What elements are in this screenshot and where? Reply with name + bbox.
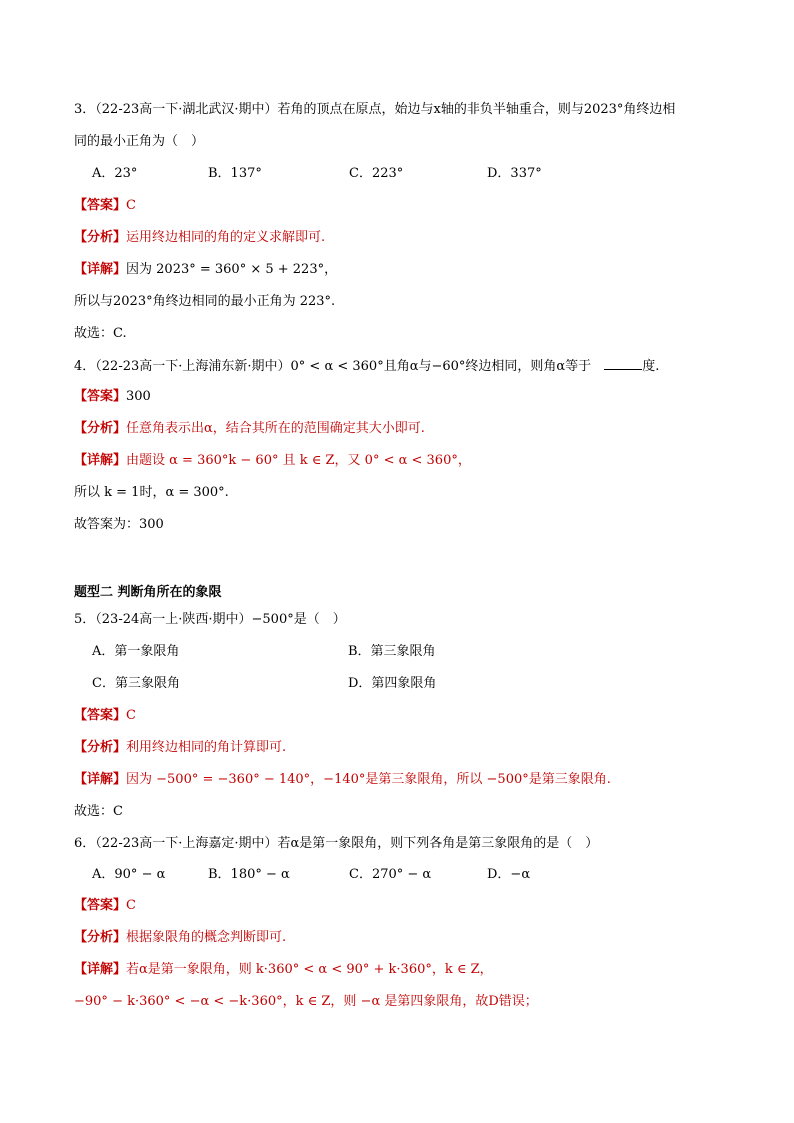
- q5-option-b: B．第三象限角: [348, 644, 436, 659]
- q6-answer: [74, 897, 136, 915]
- detail-text: 由题设 α = 360°k − 60° 且 k ∈ Z，又 0° < α < 360°，: [126, 453, 471, 468]
- q4-stem-text: 4．（22-23高一下·上海浦东新·期中）0° < α < 360°且角α与−60°终边相同，则角α等于: [74, 359, 605, 374]
- q5-option-a: A．第一象限角: [92, 644, 180, 659]
- q4-stem: [74, 357, 659, 376]
- q4-detail-line2: 所以 k = 1时，α = 300°.: [74, 485, 229, 500]
- answer-value: C: [126, 708, 136, 723]
- q3-option-d: D．337°: [487, 166, 542, 181]
- q5-conclusion: 故选：C: [74, 804, 123, 819]
- analysis-tag: 【分析】: [74, 230, 127, 245]
- answer-value: C: [126, 898, 136, 913]
- q4-answer-blank: [604, 357, 642, 370]
- answer-tag: 【答案】: [74, 389, 127, 404]
- analysis-tag: 【分析】: [74, 421, 127, 436]
- detail-text: 若α是第一象限角，则 k·360° < α < 90° + k·360°，k ∈ Z，: [126, 962, 493, 977]
- q5-option-d: D．第四象限角: [348, 676, 437, 691]
- answer-tag: 【答案】: [74, 198, 127, 213]
- detail-tag: 【详解】: [74, 453, 127, 468]
- q6-stem: 6．（22-23高一下·上海嘉定·期中）若α是第一象限角，则下列各角是第三象限角的是（ ）: [74, 836, 599, 851]
- q3-option-b: B．137°: [208, 166, 262, 181]
- q3-option-a: A．23°: [92, 166, 138, 181]
- answer-tag: 【答案】: [74, 708, 127, 723]
- answer-value: 300: [126, 389, 151, 404]
- q3-detail-line2: 所以与2023°角终边相同的最小正角为 223°.: [74, 294, 336, 309]
- q3-detail: [74, 261, 337, 279]
- analysis-text: 任意角表示出α，结合其所在的范围确定其大小即可.: [126, 421, 425, 436]
- q6-option-a: A．90° − α: [92, 867, 166, 882]
- q3-analysis: [74, 229, 325, 247]
- detail-text: 因为 2023° = 360° × 5 + 223°，: [126, 262, 338, 277]
- answer-tag: 【答案】: [74, 898, 127, 913]
- q4-detail: [74, 452, 471, 470]
- detail-tag: 【详解】: [74, 262, 127, 277]
- analysis-text: 运用终边相同的角的定义求解即可.: [126, 230, 326, 245]
- q6-detail-line2: −90° − k·360° < −α < −k·360°，k ∈ Z，则 −α 是第四象限角，故D错误；: [74, 994, 538, 1009]
- q5-analysis: [74, 739, 286, 757]
- analysis-tag: 【分析】: [74, 930, 127, 945]
- answer-value: C: [126, 198, 136, 213]
- q3-conclusion: 故选：C.: [74, 326, 127, 341]
- q4-conclusion: 故答案为：300: [74, 517, 164, 532]
- q6-option-c: C．270° − α: [349, 867, 432, 882]
- q6-detail: [74, 961, 493, 979]
- detail-tag: 【详解】: [74, 772, 127, 787]
- analysis-tag: 【分析】: [74, 740, 127, 755]
- q3-stem-line2: 同的最小正角为（ ）: [74, 134, 205, 149]
- q6-option-b: B．180° − α: [208, 867, 290, 882]
- q4-analysis: [74, 420, 425, 438]
- detail-text: 因为 −500° = −360° − 140°，−140°是第三象限角，所以 −500°是第三象限角.: [126, 772, 611, 787]
- q5-option-c: C．第三象限角: [92, 676, 180, 691]
- q4-answer: [74, 388, 151, 406]
- q3-answer: [74, 197, 136, 215]
- q4-stem-suffix: 度.: [642, 359, 660, 374]
- q3-stem-line1: 3．（22-23高一下·湖北武汉·期中）若角的顶点在原点，始边与x轴的非负半轴重合，则与2023°角终边相: [74, 102, 676, 117]
- q5-detail: [74, 771, 611, 789]
- analysis-text: 根据象限角的概念判断即可.: [126, 930, 287, 945]
- q5-answer: [74, 707, 136, 725]
- q5-stem: 5．（23-24高一上·陕西·期中）−500°是（ ）: [74, 612, 346, 627]
- section-title: 题型二 判断角所在的象限: [74, 585, 222, 600]
- q3-option-c: C．223°: [349, 166, 404, 181]
- q6-option-d: D．−α: [487, 867, 531, 882]
- detail-tag: 【详解】: [74, 962, 127, 977]
- analysis-text: 利用终边相同的角计算即可.: [126, 740, 287, 755]
- q6-analysis: [74, 929, 286, 947]
